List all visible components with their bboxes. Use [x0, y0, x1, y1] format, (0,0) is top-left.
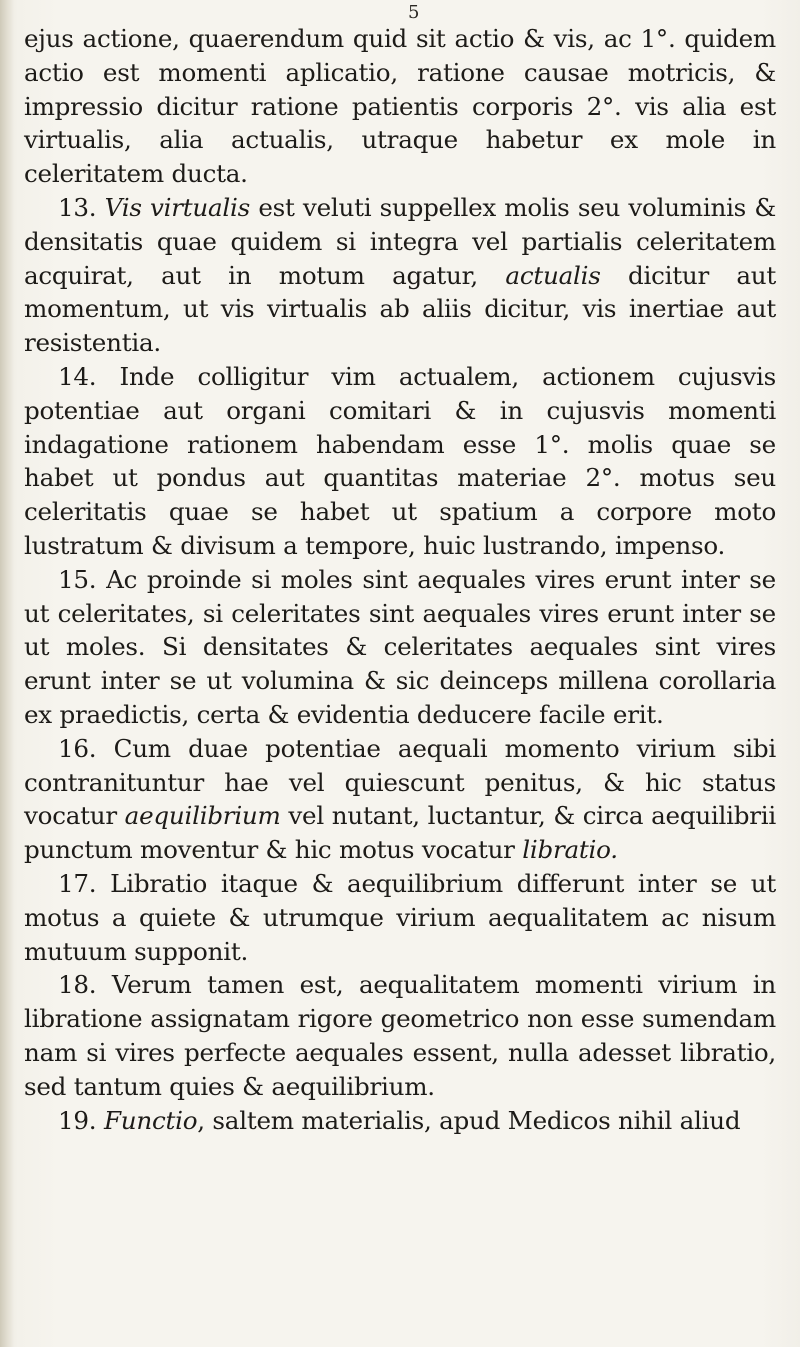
text-segment: Inde colligitur vim actualem, actionem cujusvis potentiae aut organi comitari & in cujusvis momenti indagatione rationem habendam esse 1°. molis quae se habet ut pondus aut quantitas materiae 2°. motus seu celeritatis quae se habet ut spatium a corpore moto lustratum & divisum a tempore, huic lustrando, impenso. — [24, 361, 776, 560]
binding-gutter — [0, 0, 14, 1347]
page-number: 5 — [408, 2, 420, 23]
paragraph-14 — [24, 360, 776, 563]
term-functio: Functio — [103, 1105, 198, 1135]
paragraph-19 — [24, 1104, 776, 1138]
text-segment: Verum tamen est, aequalitatem momenti virium in libratione assignatam rigore geometrico non esse sumendam nam si vires perfecte aequales essent, nulla adesset libratio, sed tantum quies & aequilibrium. — [24, 970, 776, 1101]
text-segment: Cum duae potentiae aequali momento virium sibi contranituntur hae vel quiescunt penitus, & hic status vocatur — [24, 733, 776, 831]
paragraph-number: 15. — [58, 564, 97, 594]
text-segment: vel nutant, luctantur, & circa aequilibrii punctum moventur & hic motus vocatur — [24, 801, 777, 865]
paragraph-number: 18. — [58, 970, 97, 1000]
term-aequilibrium: aequilibrium — [124, 801, 281, 831]
term-libratio: libratio. — [522, 835, 618, 865]
text-segment: ejus actione, quaerendum quid sit actio & vis, ac 1°. quidem actio est momenti aplicatio, ratione causae motricis, & impressio dicitur ratione patientis corporis 2°. vis alia est virtualis, alia actualis, utraque habetur ex mole in celeritatem ducta. — [24, 24, 776, 189]
body-text — [24, 22, 776, 1137]
term-actualis: actualis — [505, 260, 601, 290]
paragraph-15 — [24, 563, 776, 732]
text-segment: Ac proinde si moles sint aequales vires erunt inter se ut celeritates, si celeritates sint aequales vires erunt inter se ut moles. Si densitates & celeritates aequales sint vires erunt inter se ut volumina & sic deinceps millena corollaria ex praedictis, certa & evidentia deducere facile erit. — [24, 564, 776, 729]
paragraph-continuation — [24, 22, 776, 191]
paragraph-number: 19. — [58, 1105, 97, 1135]
paragraph-16 — [24, 732, 776, 867]
paragraph-number: 16. — [58, 733, 97, 763]
paragraph-number: 14. — [58, 361, 97, 391]
paragraph-17 — [24, 867, 776, 968]
paragraph-13 — [24, 191, 776, 360]
term-vis-virtualis: Vis virtualis — [104, 192, 251, 222]
text-segment: dicitur aut momentum, ut vis virtualis ab aliis dicitur, vis inertiae aut resistentia. — [24, 260, 776, 358]
paragraph-18 — [24, 968, 776, 1103]
paragraph-number: 13. — [58, 192, 97, 222]
text-segment: , saltem materialis, apud Medicos nihil aliud — [197, 1105, 741, 1135]
paragraph-number: 17. — [58, 868, 97, 898]
text-segment: Libratio itaque & aequilibrium differunt inter se ut motus a quiete & utrumque virium aequalitatem ac nisum mutuum supponit. — [24, 868, 776, 966]
text-segment: est veluti suppellex molis seu voluminis & densitatis quae quidem si integra vel partialis celeritatem acquirat, aut in motum agatur, — [24, 192, 776, 290]
